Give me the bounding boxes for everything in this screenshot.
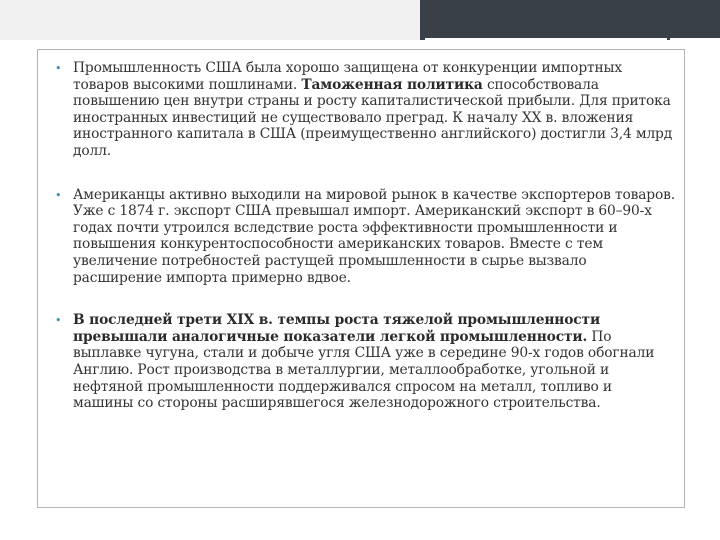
slide-body [55, 60, 675, 412]
header-divider-line-short [670, 38, 720, 41]
bullet-icon: • [55, 314, 62, 328]
bullet-icon: • [55, 62, 62, 75]
title-bar-band [0, 0, 720, 40]
paragraph-1 [55, 60, 675, 160]
paragraph-3-text: По выплавке чугуна, стали и добыче угля США уже в середине 90-х годов обогнали Англию. Рост производства в металлургии, металлообработке, угольной и нефтяной промышленности поддерживался спросом на металл, топливо и машины со стороны расширявшегося железнодорожного строительства. [73, 328, 655, 412]
paragraph-1-text-start: Промышленность США была хорошо защищена от конкуренции импортных товаров высокими пошлинами. [73, 60, 622, 93]
paragraph-3 [55, 312, 675, 412]
title-bar-accent [0, 0, 420, 40]
paragraph-1-bold: Таможенная политика [301, 76, 483, 93]
bullet-icon: • [55, 188, 62, 202]
paragraph-2-text: Американцы активно выходили на мировой рынок в качестве экспортеров товаров. Уже с 1874 г. экспорт США превышал импорт. Американский экспорт в 60–90-х годах почти утроился вследствие роста эффективности промышленности и повышения конкурентоспособности американских товаров. Вместе с тем увеличение потребностей растущей промышленности в сырье вызвало расширение импорта примерно вдвое. [73, 186, 676, 286]
paragraph-1-text-end: способствовала повышению цен внутри страны и росту капиталистической прибыли. Для притока иностранных инвестиций не существовало преград. К началу XX в. вложения иностранного капитала в США (преимущественно английского) достигли 3,4 млрд долл. [73, 76, 673, 159]
paragraph-2 [55, 187, 675, 287]
header-divider-line [425, 38, 667, 41]
paragraph-3-bold-lead: В последней трети XIX в. темпы роста тяжелой промышленности превышали аналогичные показатели легкой промышленности. [73, 312, 601, 345]
